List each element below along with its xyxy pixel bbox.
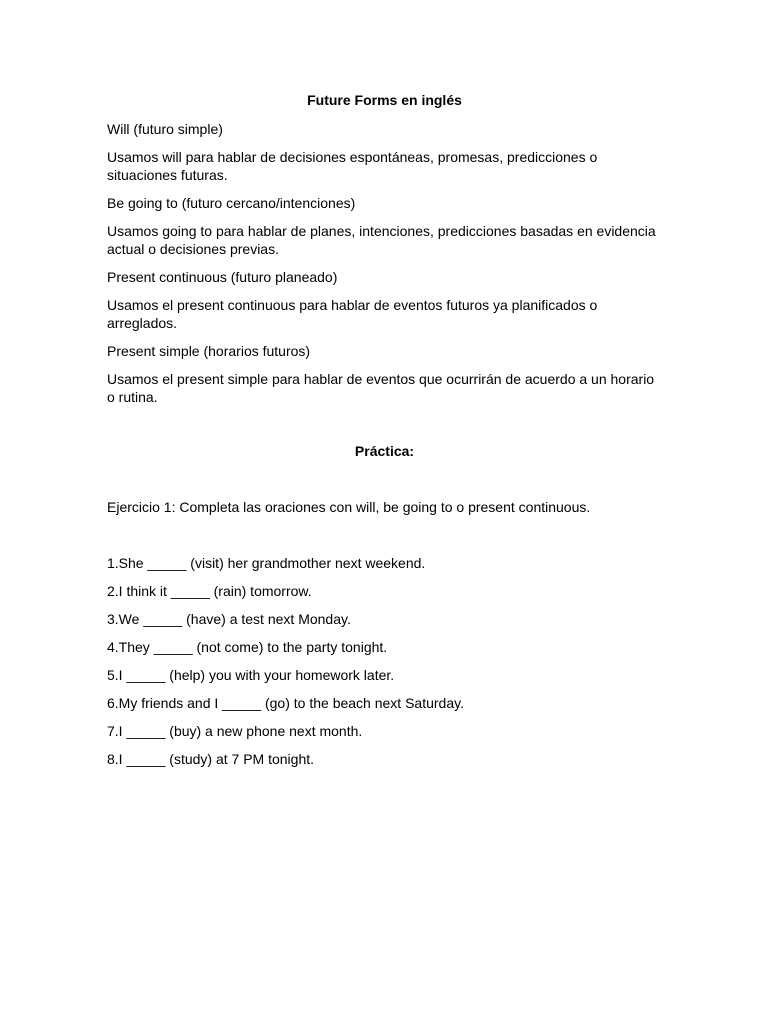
exercise-item-3: 3.We _____ (have) a test next Monday. — [107, 611, 351, 627]
section-heading-present-simple: Present simple (horarios futuros) — [107, 343, 311, 359]
spacer — [107, 516, 662, 554]
section-body-will: Usamos will para hablar de decisiones espontáneas, promesas, predicciones o situaciones futuras. — [107, 149, 598, 183]
spacer — [107, 416, 662, 442]
section-heading-present-continuous: Present continuous (futuro planeado) — [107, 269, 338, 285]
exercise-item-6: 6.My friends and I _____ (go) to the beach next Saturday. — [107, 695, 464, 711]
exercise-item-5: 5.I _____ (help) you with your homework later. — [107, 667, 395, 683]
exercise-item-8: 8.I _____ (study) at 7 PM tonight. — [107, 751, 315, 767]
practice-title: Práctica: — [354, 443, 415, 459]
document-content — [107, 92, 662, 778]
exercise-item-7: 7.I _____ (buy) a new phone next month. — [107, 723, 363, 739]
exercise-item-4: 4.They _____ (not come) to the party tonight. — [107, 639, 388, 655]
section-heading-going-to: Be going to (futuro cercano/intenciones) — [107, 195, 356, 211]
exercise-instruction: Ejercicio 1: Completa las oraciones con will, be going to o present continuous. — [107, 499, 591, 515]
section-body-going-to: Usamos going to para hablar de planes, intenciones, predicciones basadas en evidencia actual o decisiones previas. — [107, 223, 656, 257]
section-heading-will: Will (futuro simple) — [107, 121, 223, 137]
section-body-present-simple: Usamos el present simple para hablar de eventos que ocurrirán de acuerdo a un horario o rutina. — [107, 371, 655, 405]
spacer — [107, 460, 662, 498]
section-body-present-continuous: Usamos el present continuous para hablar de eventos futuros ya planificados o arreglados. — [107, 297, 598, 331]
document-title: Future Forms en inglés — [307, 92, 462, 108]
exercise-item-2: 2.I think it _____ (rain) tomorrow. — [107, 583, 312, 599]
exercise-item-1: 1.She _____ (visit) her grandmother next weekend. — [107, 555, 426, 571]
